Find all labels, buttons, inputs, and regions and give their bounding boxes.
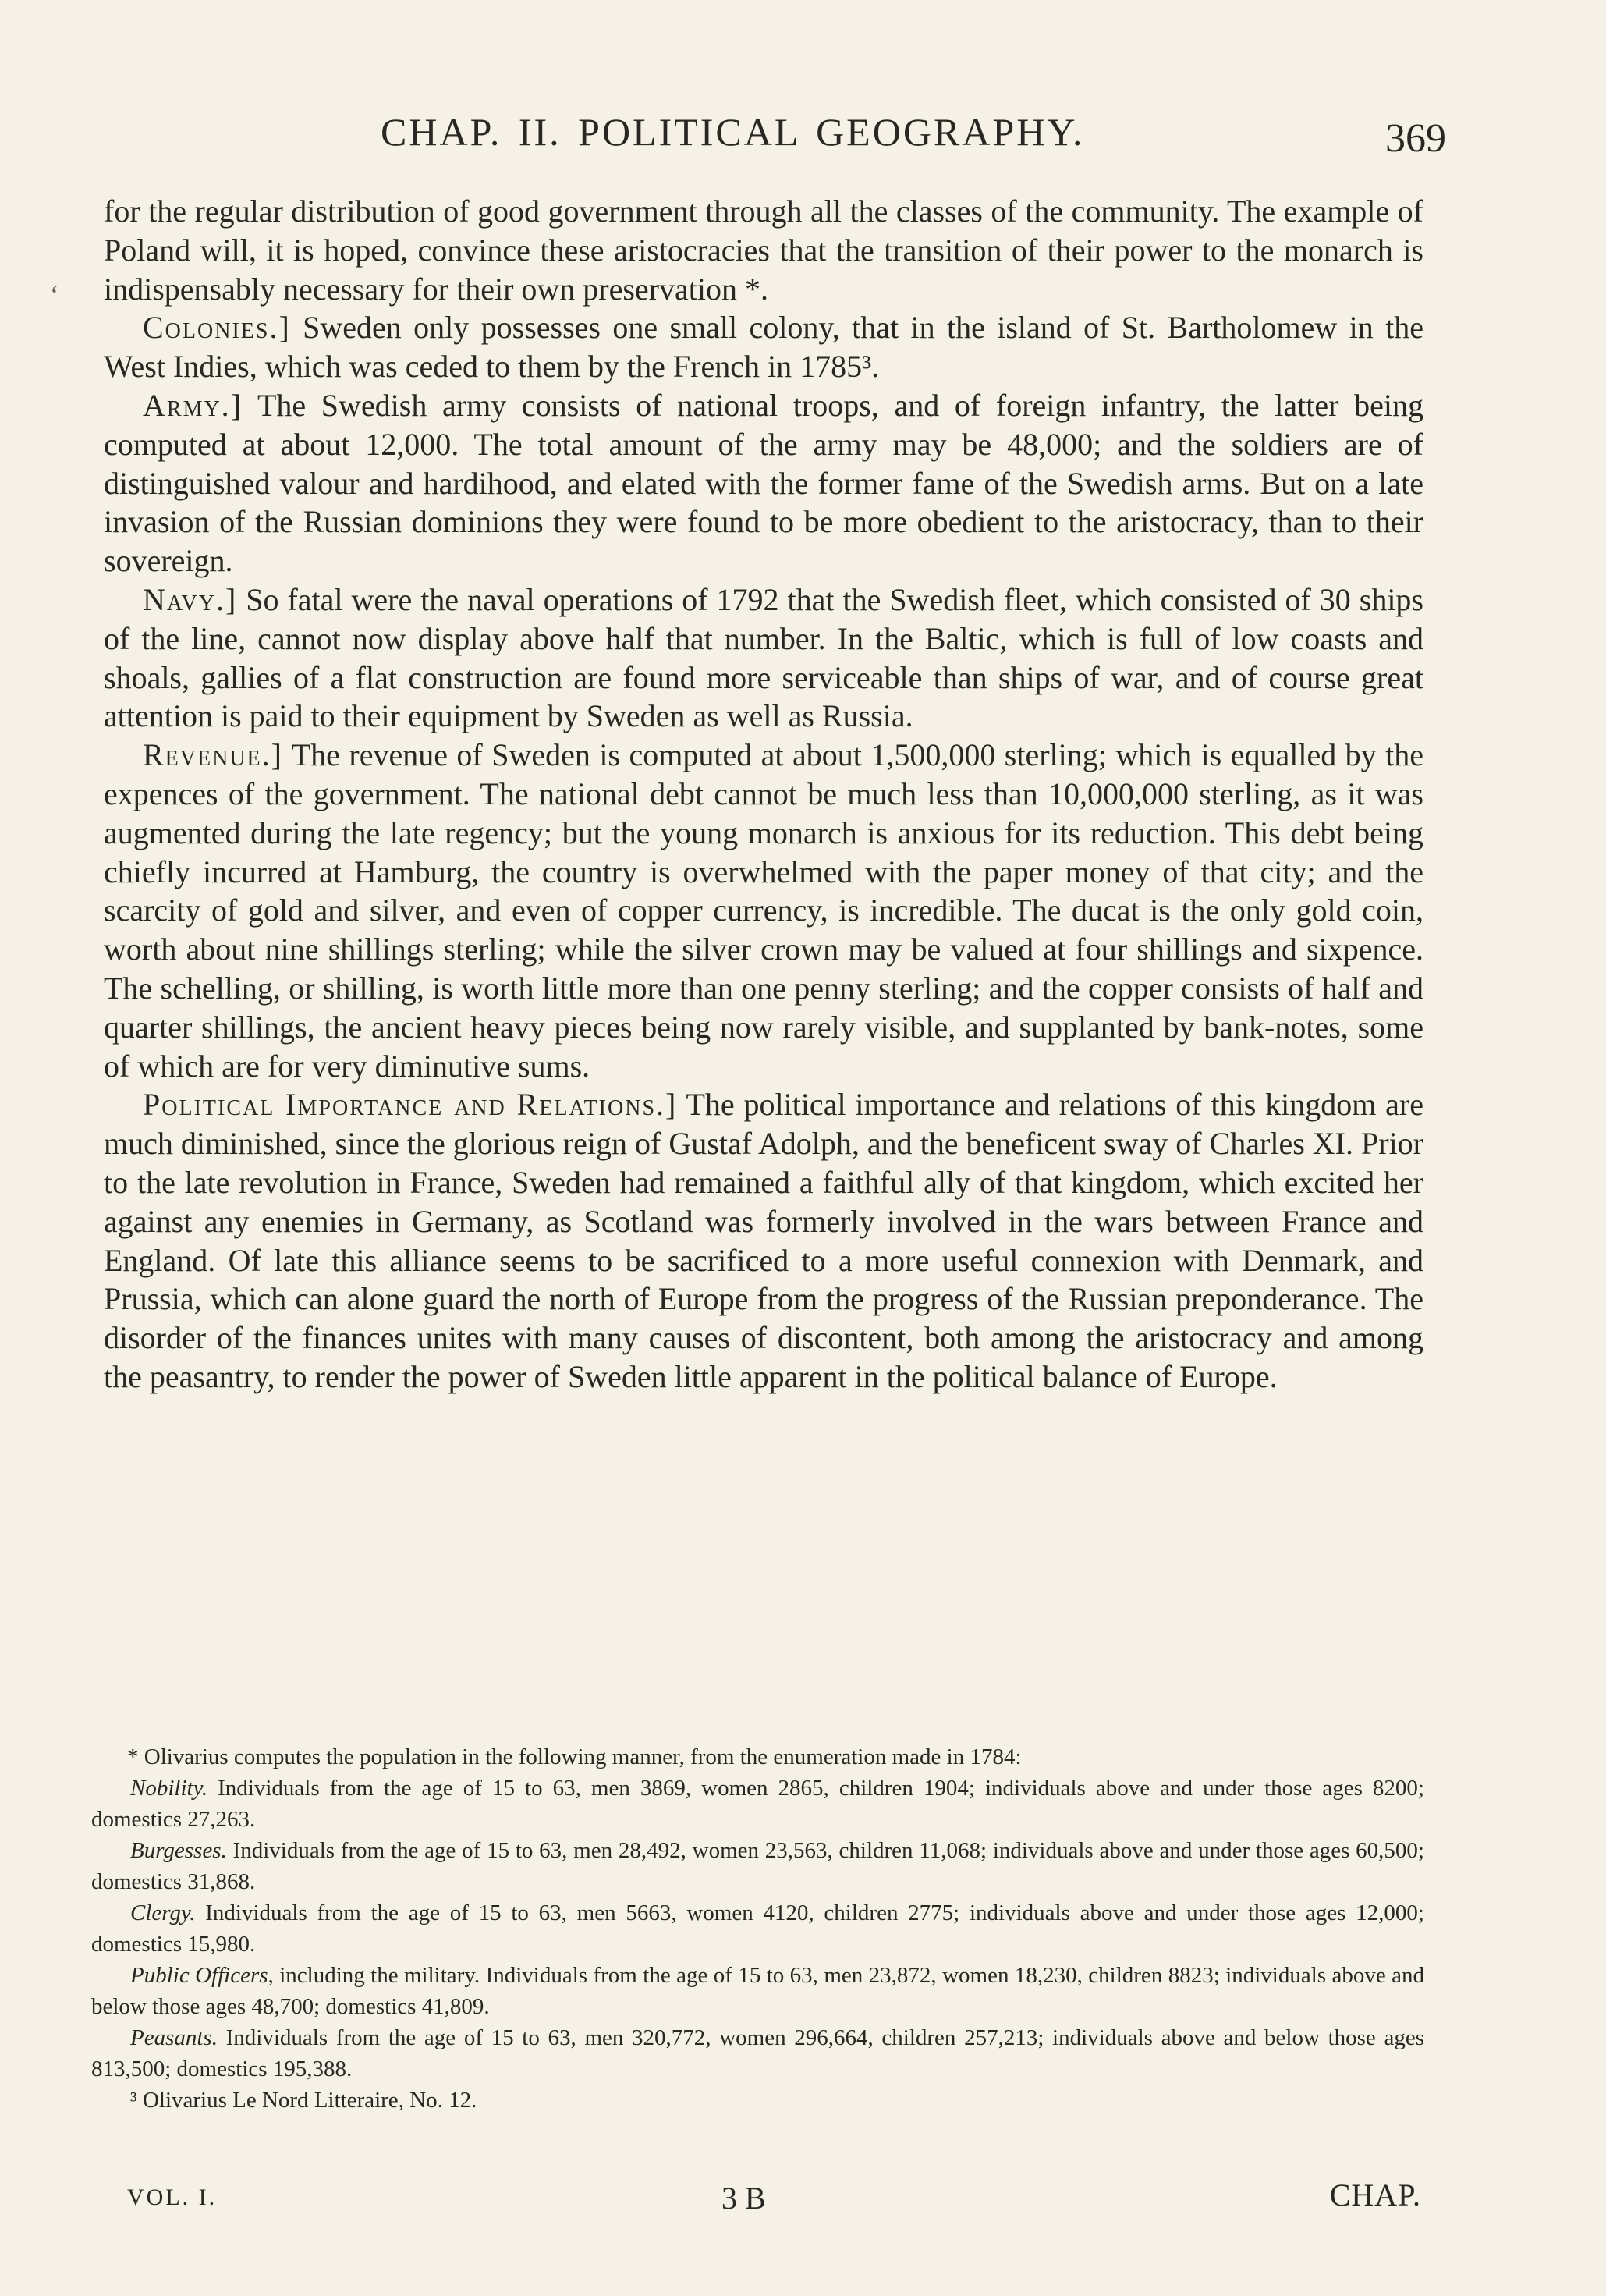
margin-mark: ‘ <box>50 281 59 310</box>
footnote-public-officers <box>91 1960 1424 2022</box>
footnote-text-public-officers: including the military. Individuals from the age of 15 to 63, men 23,872, women 18,230, children 8823; individuals above and below those ages 48,700; domestics 41,809. <box>91 1963 1424 2019</box>
footnote-label-peasants: Peasants. <box>130 2025 218 2050</box>
text-army: The Swedish army consists of national troops, and of foreign infantry, the latter being computed at about 12,000. The total amount of the army may be 48,000; and the soldiers are of distinguished valour and hardihood, and elated with the former fame of the Swedish arms. But on a late invasion of the Russian dominions they were found to be more obedient to the aristocracy, than to their sovereign. <box>104 387 1423 579</box>
paragraph-navy <box>104 580 1423 736</box>
heading-navy: Navy.] <box>143 581 238 617</box>
footnote-intro: * Olivarius computes the population in the following manner, from the enumeration made in 1784: <box>127 1744 1022 1769</box>
footnote-burgesses <box>91 1835 1424 1897</box>
heading-army: Army.] <box>143 387 243 423</box>
footnote-nobility <box>91 1773 1424 1835</box>
footnote-text-nobility: Individuals from the age of 15 to 63, men 3869, women 2865, children 1904; individuals above and under those ages 8200; domestics 27,263. <box>91 1776 1424 1832</box>
text-colonies: Sweden only possesses one small colony, that in the island of St. Bartholomew in the West Indies, which was ceded to them by the French in 1785³. <box>104 310 1423 385</box>
body-text <box>104 192 1423 1396</box>
paragraph-political-importance <box>104 1085 1423 1396</box>
text-political-importance: The political importance and relations of this kingdom are much diminished, since the glorious reign of Gustaf Adolph, and the beneficent sway of Charles XI. Prior to the late revolution in France, Sweden had remained a faithful ally of that kingdom, which excited her against any enemies in Germany, as Scotland was formerly involved in the wars between France and England. Of late this alliance seems to be sacrificed to a more useful connexion with Denmark, and Prussia, which can alone guard the north of Europe from the progress of the Russian preponderance. The disorder of the finances unites with many causes of discontent, both among the aristocracy and among the peasantry, to render the power of Sweden little apparent in the political balance of Europe. <box>104 1087 1423 1394</box>
paragraph-continuation: for the regular distribution of good government through all the classes of the community. The example of Poland will, it is hoped, convince these aristocracies that the transition of their power to the monarch is indispensably necessary for their own preservation *. <box>104 193 1423 307</box>
page-footer <box>0 2177 1606 2223</box>
footnote-label-public-officers: Public Officers, <box>130 1963 274 1988</box>
volume-mark: VOL. I. <box>127 2184 218 2210</box>
running-title: CHAP. II. POLITICAL GEOGRAPHY. <box>381 110 1085 154</box>
footnote-peasants <box>91 2022 1424 2085</box>
catchword: CHAP. <box>1329 2177 1421 2213</box>
footnotes <box>91 1741 1424 2116</box>
text-revenue: The revenue of Sweden is computed at about 1,500,000 sterling; which is equalled by the expences of the government. The national debt cannot be much less than 10,000,000 sterling, as it was augmented during the late regency; but the young monarch is anxious for its reduction. This debt being chiefly incurred at Hamburg, the country is overwhelmed with the paper money of that city; and the scarcity of gold and silver, and even of copper currency, is incredible. The ducat is the only gold coin, worth about nine shillings sterling; while the silver crown may be valued at four shillings and sixpence. The schelling, or shilling, is worth little more than one penny sterling; and the copper consists of half and quarter shillings, the ancient heavy pieces being now rarely visible, and supplanted by bank-notes, some of which are for very diminutive sums. <box>104 737 1423 1084</box>
footnote-label-burgesses: Burgesses. <box>130 1838 227 1863</box>
footnote-text-peasants: Individuals from the age of 15 to 63, men 320,772, women 296,664, children 257,213; individuals above and below those ages 813,500; domestics 195,388. <box>91 2025 1424 2081</box>
heading-colonies: Colonies.] <box>143 310 291 346</box>
heading-revenue: Revenue.] <box>143 737 283 773</box>
paragraph-army <box>104 386 1423 580</box>
footnote-3: ³ Olivarius Le Nord Litteraire, No. 12. <box>130 2088 477 2113</box>
page-number: 369 <box>1385 116 1446 161</box>
text-navy: So fatal were the naval operations of 1792 that the Swedish fleet, which consisted of 30 ships of the line, cannot now display above half that number. In the Baltic, which is full of low coasts and shoals, gallies of a flat construction are found more serviceable than ships of war, and of course great attention is paid to their equipment by Sweden as well as Russia. <box>104 581 1423 734</box>
signature-mark: 3 B <box>721 2181 766 2216</box>
footnote-label-clergy: Clergy. <box>130 1900 196 1925</box>
heading-political-importance: Political Importance and Relations.] <box>143 1087 678 1123</box>
running-head <box>0 109 1606 172</box>
footnote-text-burgesses: Individuals from the age of 15 to 63, men 28,492, women 23,563, children 11,068; individuals above and under those ages 60,500; domestics 31,868. <box>91 1838 1424 1894</box>
footnote-clergy <box>91 1897 1424 1960</box>
paragraph-revenue <box>104 736 1423 1085</box>
paragraph-colonies <box>104 308 1423 386</box>
footnote-label-nobility: Nobility. <box>130 1776 208 1801</box>
footnote-text-clergy: Individuals from the age of 15 to 63, men 5663, women 4120, children 2775; individuals above and under those ages 12,000; domestics 15,980. <box>91 1900 1424 1957</box>
